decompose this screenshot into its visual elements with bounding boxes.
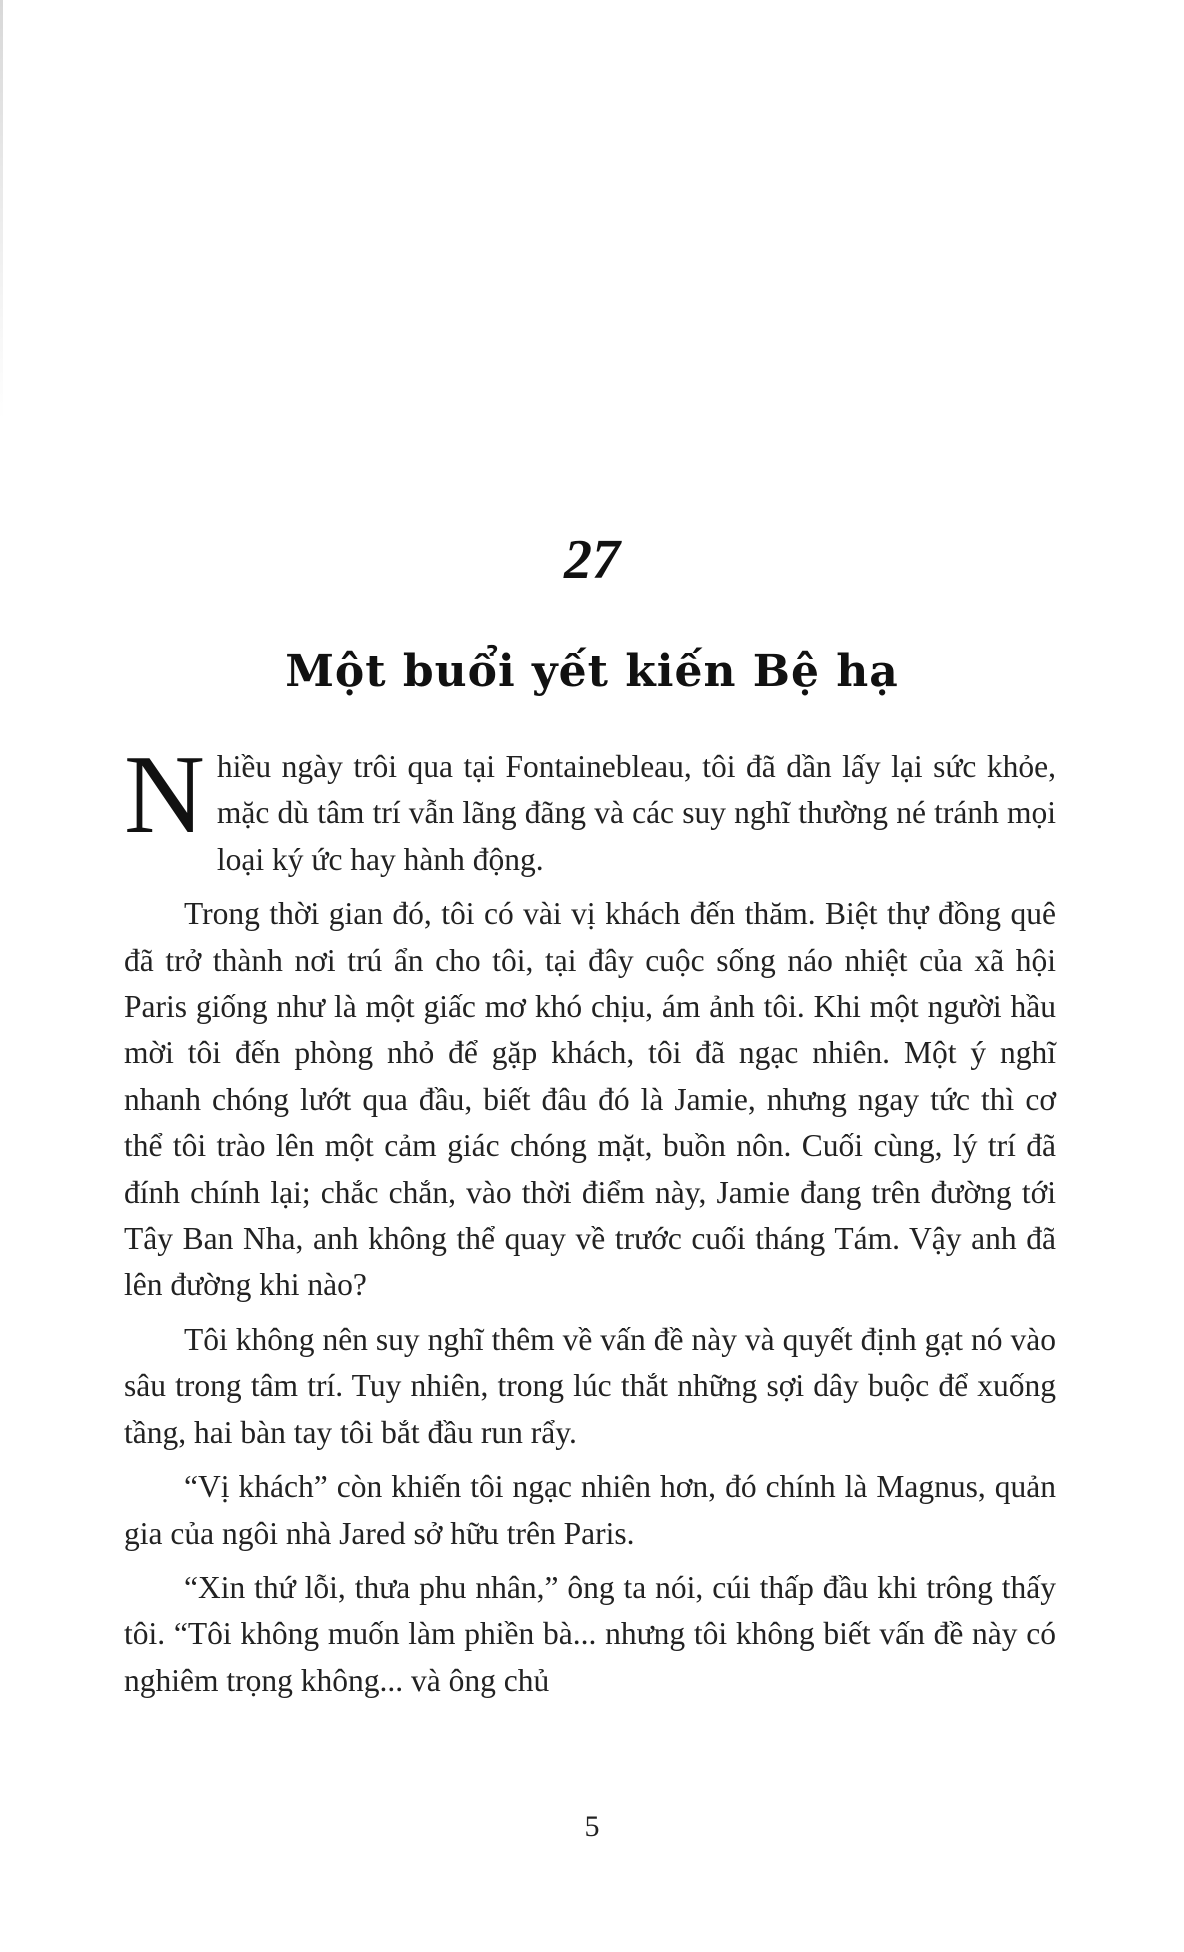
chapter-title: Một buổi yết kiến Bệ hạ	[285, 646, 899, 697]
page-number: 5	[584, 1810, 600, 1843]
paragraph	[124, 1565, 1056, 1704]
page-edge-shadow	[0, 0, 3, 420]
paragraph-text: “Vị khách” còn khiến tôi ngạc nhiên hơn, đó chính là Magnus, quản gia của ngôi nhà Jared sở hữu trên Paris.	[124, 1469, 1056, 1551]
paragraph	[124, 891, 1056, 1309]
paragraph-text: Tôi không nên suy nghĩ thêm về vấn đề này và quyết định gạt nó vào sâu trong tâm trí. Tuy nhiên, trong lúc thắt những sợi dây buộc để xuống tầng, hai bàn tay tôi bắt đầu run rẩy.	[124, 1321, 1056, 1450]
paragraph	[124, 733, 1056, 883]
paragraph	[124, 1464, 1056, 1557]
paragraph-text: hiều ngày trôi qua tại Fontainebleau, tôi đã dần lấy lại sức khỏe, mặc dù tâm trí vẫn lãng đãng và các suy nghĩ thường né tránh mọi loại ký ức hay hành động.	[216, 749, 1056, 877]
drop-cap: N	[124, 733, 205, 857]
chapter-number: 27	[564, 529, 620, 591]
paragraph-text: “Xin thứ lỗi, thưa phu nhân,” ông ta nói, cúi thấp đầu khi trông thấy tôi. “Tôi không muốn làm phiền bà... nhưng tôi không biết vấn đề này có nghiêm trọng không... và ông chủ	[124, 1569, 1056, 1698]
paragraph-text: Trong thời gian đó, tôi có vài vị khách đến thăm. Biệt thự đồng quê đã trở thành nơi trú ẩn cho tôi, tại đây cuộc sống náo nhiệt của xã hội Paris giống như là một giấc mơ khó chịu, ám ảnh tôi. Khi một người hầu mời tôi đến phòng nhỏ để gặp khách, tôi đã ngạc nhiên. Một ý nghĩ nhanh chóng lướt qua đầu, biết đâu đó là Jamie, nhưng ngay tức thì cơ thể tôi trào lên một cảm giác chóng mặt, buồn nôn. Cuối cùng, lý trí đã đính chính lại; chắc chắn, vào thời điểm này, Jamie đang trên đường tới Tây Ban Nha, anh không thể quay về trước cuối tháng Tám. Vậy anh đã lên đường khi nào?	[124, 896, 1056, 1303]
paragraph	[124, 1317, 1056, 1456]
chapter-body	[124, 733, 1056, 1712]
